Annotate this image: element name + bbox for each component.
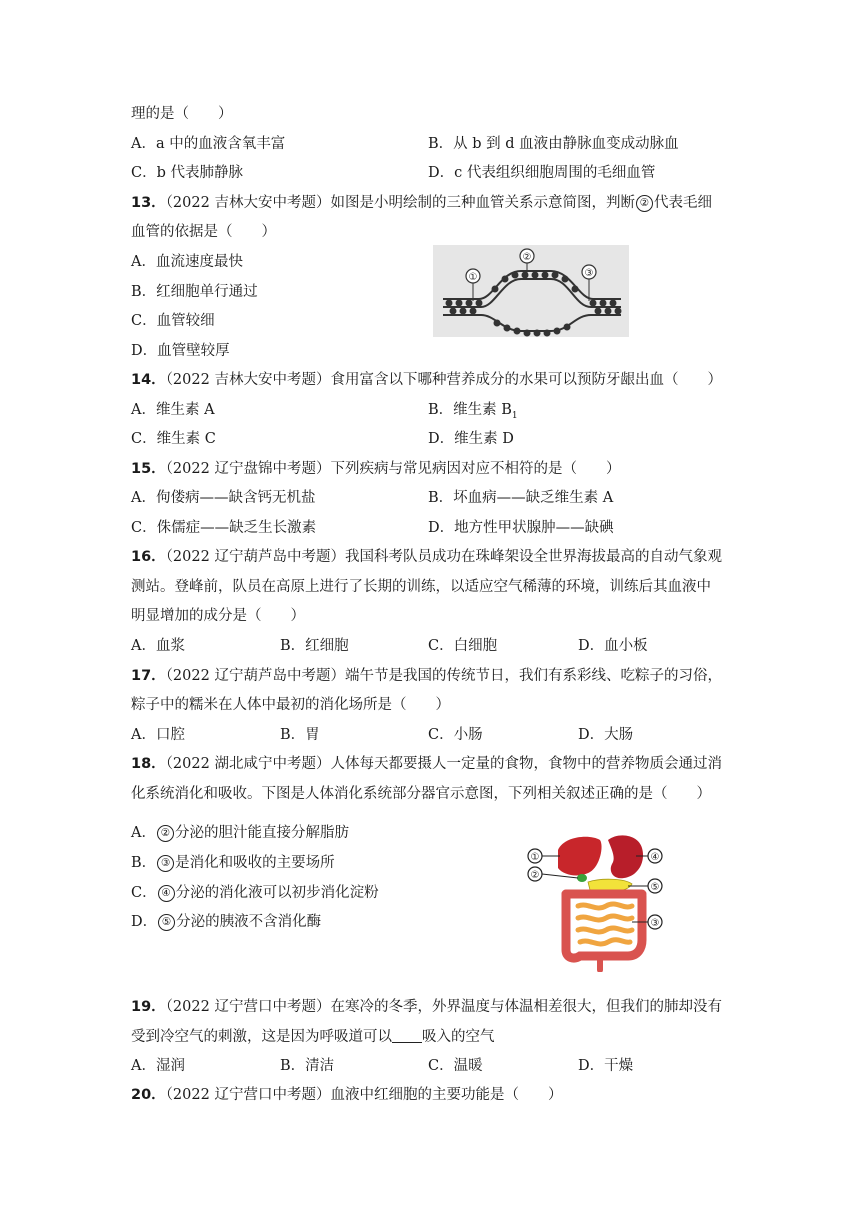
- q18-option-d-text: 分泌的胰液不含消化酶: [176, 914, 322, 930]
- digestive-system-figure: [520, 822, 670, 972]
- question-source: （2022 辽宁营口中考题）: [165, 1087, 331, 1103]
- circled-marker: ④: [158, 885, 175, 902]
- q18-stem-text: 人体每天都要摄人一定量的食物，食物中的营养物质会通过消: [330, 756, 722, 772]
- q13-stem-text: 如图是小明绘制的三种血管关系示意简图，判断: [330, 195, 635, 211]
- q15-option-a: A．佝偻病——缺含钙无机盐: [131, 490, 316, 506]
- q19-option-d: D．干燥: [578, 1058, 634, 1074]
- q17-option-b: B．胃: [280, 727, 320, 743]
- q15-stem-text: 下列疾病与常见病因对应不相符的是（ ）: [330, 461, 621, 477]
- q13-stem-line1: [131, 193, 712, 213]
- q16-stem-line2: 测站。登峰前，队员在高原上进行了长期的训练，以适应空气稀薄的环境，训练后其血液中: [131, 579, 711, 595]
- q16-stem-line1: [131, 547, 722, 567]
- q16-stem-line3: 明显增加的成分是（ ）: [131, 608, 305, 624]
- q19-stem-line1: [131, 997, 722, 1017]
- question-number: 16．: [131, 549, 166, 565]
- question-source: （2022 辽宁葫芦岛中考题）: [165, 668, 345, 684]
- q19-stem-text: 在寒冷的冬季，外界温度与体温相差很大，但我们的肺却没有: [330, 999, 722, 1015]
- q12-option-d: D．c 代表组织细胞周围的毛细血管: [428, 165, 656, 181]
- blood-vessel-diagram: [433, 245, 629, 337]
- q18-stem-line1: [131, 754, 722, 774]
- q20-stem-text: 血液中红细胞的主要功能是（ ）: [330, 1087, 563, 1103]
- question-source: （2022 吉林大安中考题）: [165, 372, 331, 388]
- q18-option-a: A． ② 分泌的胆汁能直接分解脂肪: [131, 825, 349, 841]
- q14-stem-text: 食用富含以下哪种营养成分的水果可以预防牙龈出血（ ）: [330, 372, 722, 388]
- q17-option-d: D．大肠: [578, 727, 634, 743]
- answer-blank: [392, 1028, 422, 1043]
- question-number: 17．: [131, 668, 166, 684]
- figure-label-4: ④: [650, 852, 660, 863]
- q18-option-b-text: 是消化和吸收的主要场所: [175, 855, 335, 871]
- figure-label-1: ①: [530, 852, 540, 863]
- question-source: （2022 辽宁营口中考题）: [165, 999, 331, 1015]
- q16-option-b: B．红细胞: [280, 638, 349, 654]
- question-number: 20．: [131, 1087, 166, 1103]
- q18-option-c-text: 分泌的消化液可以初步消化淀粉: [175, 885, 379, 901]
- question-number: 18．: [131, 756, 166, 772]
- circled-marker: ③: [157, 855, 174, 872]
- blood-vessel-figure: [433, 245, 629, 337]
- digestive-system-diagram: [520, 822, 670, 972]
- q12-option-b: B．从 b 到 d 血液由静脉血变成动脉血: [428, 136, 679, 152]
- q16-stem-text: 我国科考队员成功在珠峰架设全世界海拔最高的自动气象观: [344, 549, 722, 565]
- q19-stem-text-3: 吸入的空气: [422, 1029, 495, 1045]
- q12-stem-end: 理的是（ ）: [131, 106, 233, 122]
- circled-marker: ②: [157, 825, 174, 842]
- q16-option-c: C．白细胞: [428, 638, 498, 654]
- figure-label-2: ②: [530, 870, 540, 881]
- q13-stem-text-2: 代表毛细: [653, 195, 712, 211]
- figure-label-2: ②: [522, 252, 532, 263]
- q14-option-d: D．维生素 D: [428, 431, 514, 447]
- q14-option-b: [428, 400, 518, 420]
- q13-option-b: B．红细胞单行通过: [131, 284, 258, 300]
- q15-option-d: D．地方性甲状腺肿——缺碘: [428, 520, 614, 536]
- q15-stem: [131, 459, 620, 479]
- question-number: 15．: [131, 461, 166, 477]
- q17-option-a: A．口腔: [131, 727, 185, 743]
- q18-option-c: C． ④ 分泌的消化液可以初步消化淀粉: [131, 885, 379, 901]
- circled-marker: ⑤: [158, 914, 175, 931]
- question-number: 14．: [131, 372, 166, 388]
- q15-option-c: C．侏儒症——缺乏生长激素: [131, 520, 317, 536]
- q17-stem-line2: 粽子中的糯米在人体中最初的消化场所是（ ）: [131, 697, 450, 713]
- q13-option-c: C．血管较细: [131, 313, 215, 329]
- q13-option-d: D．血管壁较厚: [131, 343, 230, 359]
- q14-option-b-text: B．维生素 B: [428, 402, 512, 418]
- q19-stem-line2: [131, 1027, 495, 1047]
- q18-stem-line2: 化系统消化和吸收。下图是人体消化系统部分器官示意图，下列相关叙述正确的是（ ）: [131, 786, 711, 802]
- circled-number-marker: ②: [636, 195, 653, 212]
- question-source: （2022 辽宁葫芦岛中考题）: [165, 549, 345, 565]
- q16-option-d: D．血小板: [578, 638, 648, 654]
- q20-stem: [131, 1085, 562, 1105]
- q19-option-c: C．温暖: [428, 1058, 483, 1074]
- q18-option-d: D． ⑤ 分泌的胰液不含消化酶: [131, 914, 322, 930]
- question-number: 19．: [131, 999, 166, 1015]
- figure-label-3: ③: [650, 918, 660, 929]
- q18-option-b: B． ③ 是消化和吸收的主要场所: [131, 855, 335, 871]
- q14-stem: [131, 370, 722, 390]
- q12-option-c: C．b 代表肺静脉: [131, 165, 243, 181]
- question-number: 13．: [131, 195, 166, 211]
- q17-stem-line1: [131, 666, 722, 686]
- q19-option-a: A．湿润: [131, 1058, 185, 1074]
- question-source: （2022 湖北咸宁中考题）: [165, 756, 331, 772]
- subscript: 1: [511, 410, 518, 421]
- q13-stem-line2: 血管的依据是（ ）: [131, 224, 276, 240]
- question-source: （2022 吉林大安中考题）: [165, 195, 331, 211]
- q14-option-a: A．维生素 A: [131, 402, 215, 418]
- figure-label-3: ③: [584, 268, 594, 279]
- figure-label-5: ⑤: [650, 882, 660, 893]
- q19-stem-text-2: 受到冷空气的刺激，这是因为呼吸道可以: [131, 1029, 392, 1045]
- question-source: （2022 辽宁盘锦中考题）: [165, 461, 331, 477]
- q13-option-a: A．血流速度最快: [131, 254, 243, 270]
- q12-option-a: A．a 中的血液含氧丰富: [131, 136, 286, 152]
- q14-option-c: C．维生素 C: [131, 431, 216, 447]
- figure-label-1: ①: [468, 272, 478, 283]
- q18-option-a-text: 分泌的胆汁能直接分解脂肪: [174, 825, 349, 841]
- q17-stem-text: 端午节是我国的传统节日，我们有系彩线、吃粽子的习俗，: [344, 668, 722, 684]
- q17-option-c: C．小肠: [428, 727, 483, 743]
- q16-option-a: A．血浆: [131, 638, 185, 654]
- q15-option-b: B．坏血病——缺乏维生素 A: [428, 490, 614, 506]
- q19-option-b: B．清洁: [280, 1058, 335, 1074]
